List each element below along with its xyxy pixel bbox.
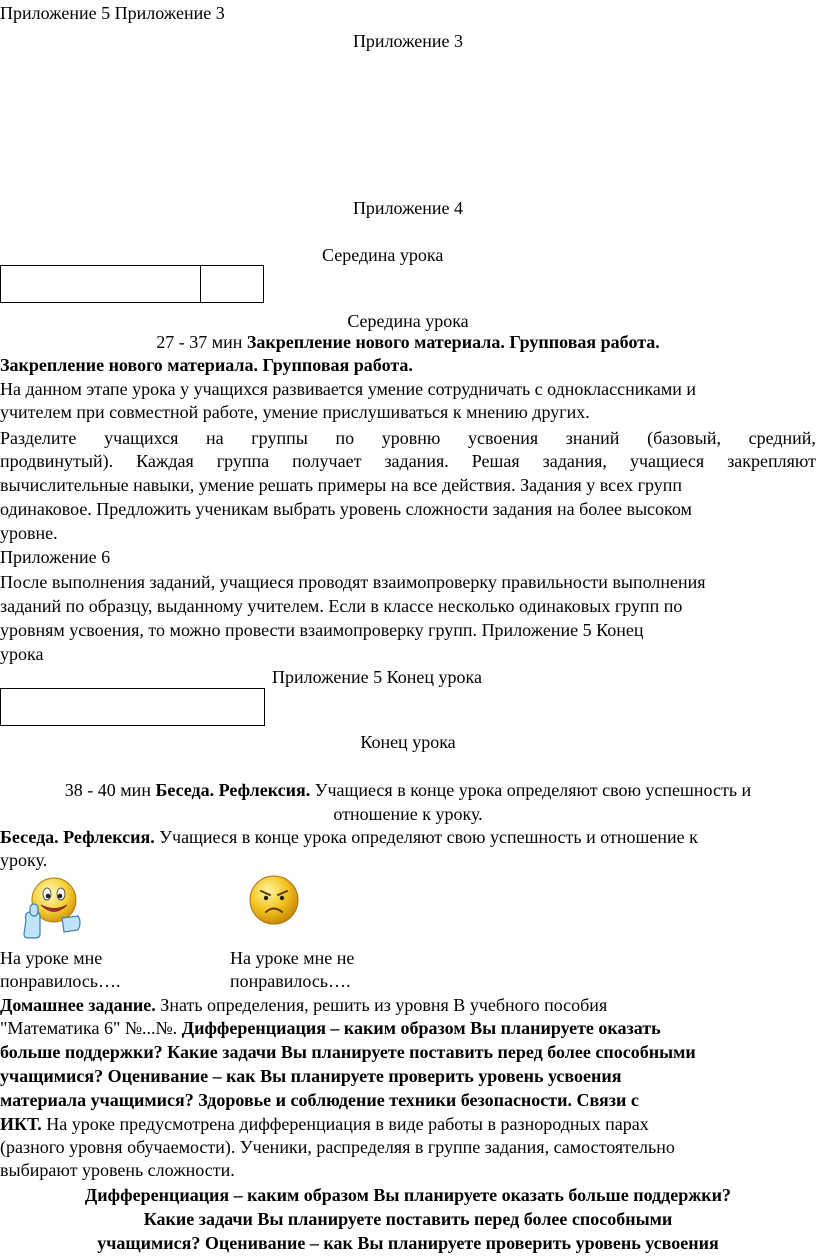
top-link-appendix3: Приложение 3	[114, 3, 225, 23]
end-nav-label: Конец урока	[386, 667, 482, 687]
stage1-line	[0, 331, 816, 354]
word: продвинутый).	[0, 451, 114, 471]
word: знаний	[565, 428, 620, 448]
bottom-bold: учащимися? Оценивание – как Вы планируете проверить уровень усвоения	[97, 1233, 719, 1253]
stage2-title: Беседа. Рефлексия.	[155, 780, 311, 800]
liked-label: На уроке мне	[0, 948, 103, 968]
text: Приложение 5	[477, 620, 592, 640]
paragraph-line: После выполнения заданий, учащиеся проводят взаимопроверку правильности выполнения	[0, 572, 706, 592]
appendix3-heading: Приложение 3	[352, 31, 464, 51]
paragraph-line	[0, 619, 644, 642]
paragraph-line: учителем при совместной работе, умение прислушиваться к мнению других.	[0, 402, 590, 422]
homework-text: "Математика 6" №...№.	[0, 1018, 178, 1038]
word: Разделите	[0, 428, 77, 448]
paragraph-line: уровне.	[0, 523, 58, 543]
bottom-line	[0, 1184, 816, 1207]
word: средний,	[748, 428, 816, 448]
word: получает	[292, 451, 362, 471]
frowning-smiley-icon	[248, 874, 300, 932]
word: задания,	[542, 451, 607, 471]
word: Каждая	[136, 451, 194, 471]
end-heading: Конец урока	[360, 732, 456, 752]
paragraph-line: На данном этапе урока у учащихся развивается умение сотрудничать с одноклассниками и	[0, 379, 696, 399]
word: задания.	[384, 451, 449, 471]
homework-text: Знать определения, решить из уровня В учебного пособия	[155, 995, 608, 1015]
top-link-appendix5: Приложение 5	[0, 3, 111, 23]
paragraph-line: заданий по образцу, выданному учителем. Если в классе несколько одинаковых групп по	[0, 596, 683, 616]
homework-bold: материала учащимися? Здоровье и соблюдение техники безопасности. Связи с	[0, 1090, 639, 1110]
paragraph-line-justified	[0, 450, 816, 473]
word: учащиеся	[629, 451, 705, 471]
homework-line	[0, 1113, 649, 1136]
stage1-title: Закрепление нового материала. Групповая работа.	[246, 332, 660, 352]
homework-line	[0, 994, 607, 1017]
homework-line	[0, 1017, 661, 1040]
word: Решая	[471, 451, 520, 471]
stage2-text: Учащиеся в конце урока определяют свою успешность и	[310, 780, 752, 800]
text: Конец	[591, 620, 644, 640]
word: по	[335, 428, 355, 448]
word: группы	[251, 428, 308, 448]
paragraph-line: урока	[0, 644, 44, 664]
end-nav-appendix5: Приложение 5	[272, 667, 383, 687]
empty-box	[0, 688, 265, 726]
middle-heading: Середина урока	[347, 311, 469, 331]
paragraph-line: вычислительные навыки, умение решать примеры на все действия. Задания у всех групп	[0, 475, 683, 495]
stage1-title-repeat: Закрепление нового материала. Групповая работа.	[0, 355, 413, 375]
homework-bold: Дифференциация – каким образом Вы планируете оказать	[181, 1018, 661, 1038]
bottom-bold: Какие задачи Вы планируете поставить перед более способными	[143, 1209, 673, 1229]
stage2-text-line2: отношение к уроку.	[333, 804, 483, 824]
table-cell	[200, 265, 264, 303]
table-cell	[0, 265, 201, 303]
word: закрепляют	[727, 451, 816, 471]
middle-nav	[322, 244, 443, 267]
stage1-time: 27 - 37 мин	[156, 332, 243, 352]
reflection-title: Беседа. Рефлексия.	[0, 827, 155, 847]
homework-text: На уроке предусмотрена дифференциация в виде работы в разнородных парах	[46, 1114, 649, 1134]
stage2-time: 38 - 40 мин	[64, 780, 151, 800]
homework-line: (разного уровня обучаемости). Ученики, распределяя в группе задания, самостоятельно	[0, 1137, 675, 1157]
word: на	[206, 428, 224, 448]
disliked-label: На уроке мне не	[230, 948, 355, 968]
paragraph-line-justified	[0, 427, 816, 450]
word: уровню	[381, 428, 441, 448]
word: учащихся	[104, 428, 179, 448]
homework-bold: больше поддержки? Какие задачи Вы планируете поставить перед более способными	[0, 1042, 696, 1062]
homework-bold: учащимися? Оценивание – как Вы планируете проверить уровень усвоения	[0, 1066, 622, 1086]
word: (базовый,	[647, 428, 721, 448]
text: уровням усвоения, то можно провести взаимопроверку групп.	[0, 620, 478, 640]
homework-bold: ИКТ.	[0, 1114, 42, 1134]
appendix4-heading: Приложение 4	[352, 198, 464, 218]
word: группа	[216, 451, 270, 471]
disliked-label: понравилось….	[230, 971, 351, 991]
stage2-line	[0, 779, 816, 802]
homework-line: выбирают уровень сложности.	[0, 1160, 235, 1180]
word: усвоения	[468, 428, 539, 448]
appendix6-label: Приложение 6	[0, 547, 111, 567]
top-line	[0, 2, 225, 25]
homework-label: Домашнее задание.	[0, 995, 156, 1015]
reflection-line: уроку.	[0, 850, 48, 870]
bottom-bold: Дифференциация – каким образом Вы планируете оказать больше поддержки?	[84, 1185, 732, 1205]
end-nav	[272, 666, 482, 689]
thumbs-up-smiley-icon	[14, 872, 86, 950]
reflection-line	[0, 826, 698, 849]
liked-label: понравилось….	[0, 971, 121, 991]
paragraph-line: одинаковое. Предложить ученикам выбрать уровень сложности задания на более высоком	[0, 499, 692, 519]
reflection-text: Учащиеся в конце урока определяют свою успешность и отношение к	[154, 827, 698, 847]
middle-nav-label: Середина урока	[322, 245, 444, 265]
